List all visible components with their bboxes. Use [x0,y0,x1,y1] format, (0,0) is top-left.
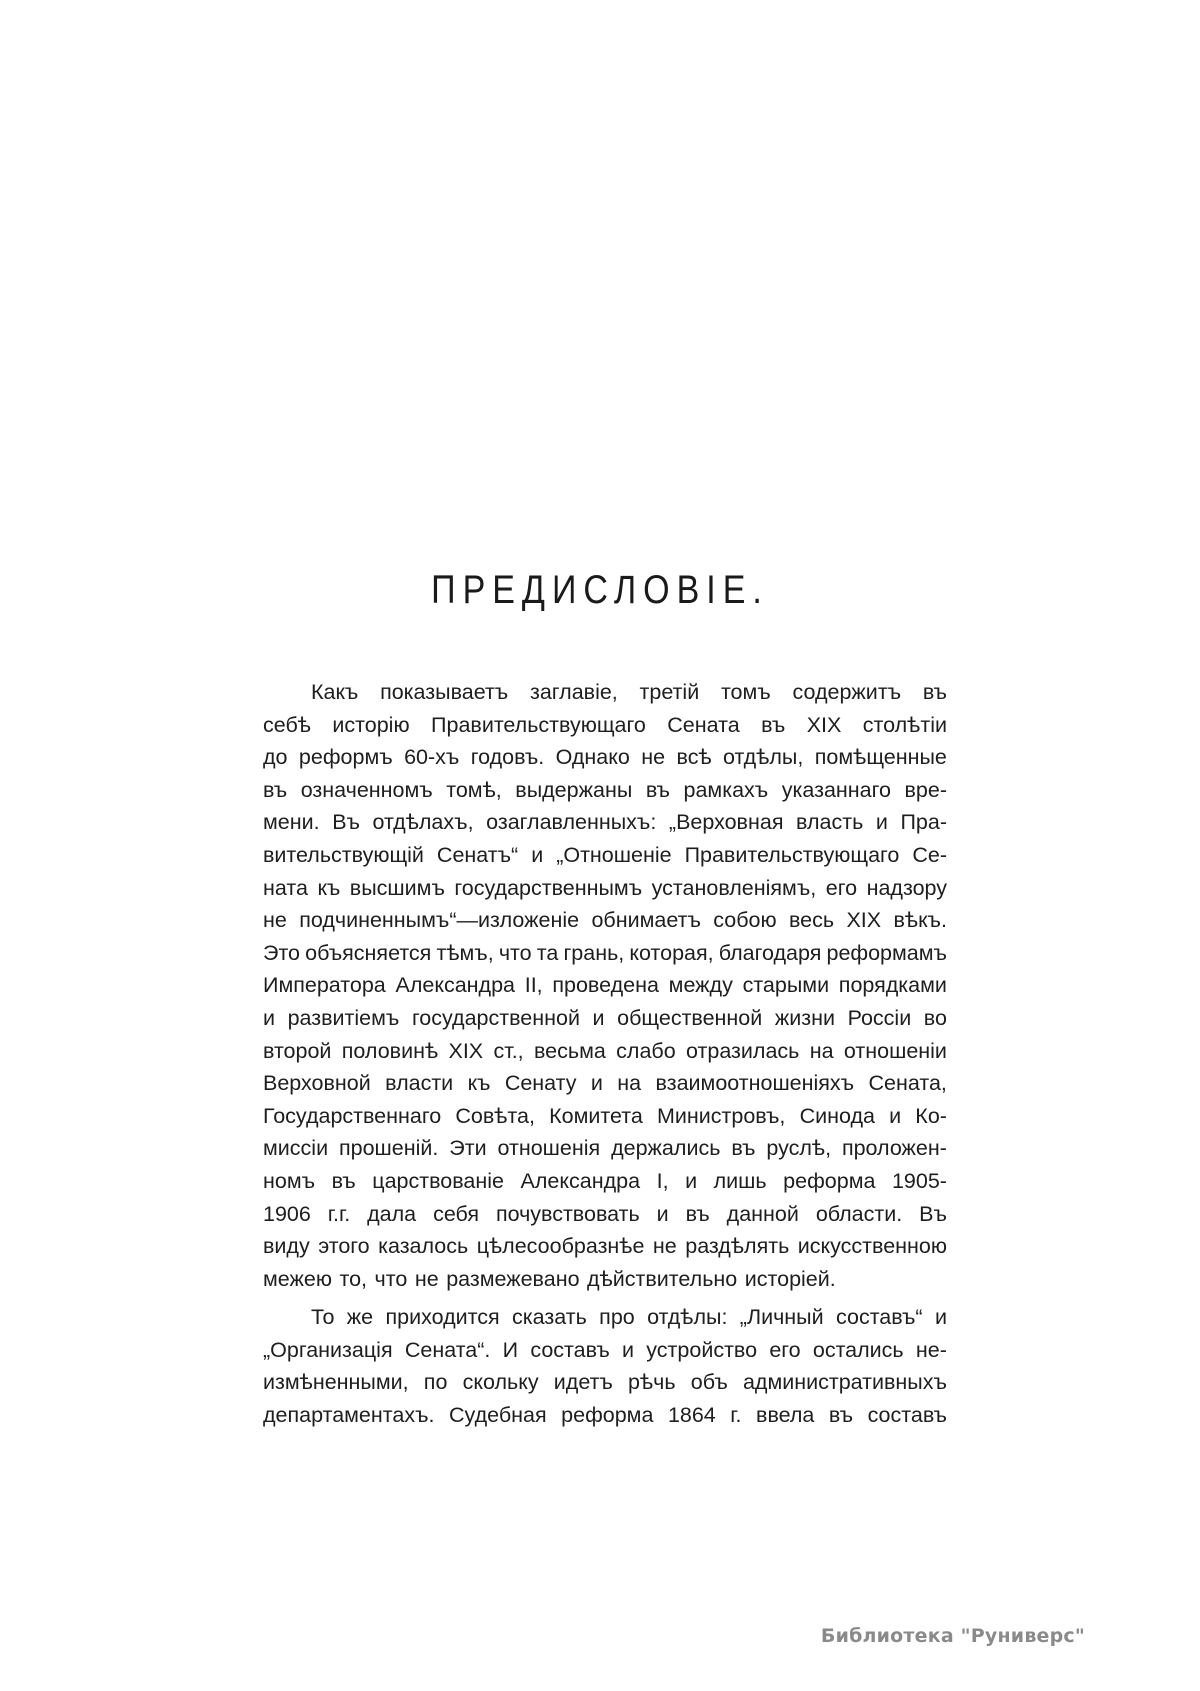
text-line: мени. Въ отдѣлахъ, озаглавленныхъ: „Верховная власть и Пра- [263,810,947,835]
text-line: департаментахъ. Судебная реформа 1864 г. ввела въ составъ [263,1403,947,1428]
text-line: до реформъ 60-хъ годовъ. Однако не всѣ отдѣлы, помѣщенные [263,745,947,770]
text-line: вительствующій Сенатъ“ и „Отношеніе Правительствующаго Се- [263,842,947,867]
text-line: и развитіемъ государственной и общественной жизни Россіи во [263,1005,947,1030]
text-line: Императора Александра II, проведена между старыми порядками [263,973,947,998]
text-line: виду этого казалось цѣлесообразнѣе не раздѣлять искусственною [263,1234,947,1259]
paragraph [263,676,947,1295]
text-line: „Организація Сената“. И составъ и устройство его остались не- [263,1337,947,1362]
text-line: Какъ показываетъ заглавіе, третій томъ содержитъ въ [311,680,947,704]
text-line: То же приходится сказать про отдѣлы: „Личный составъ“ и [311,1305,947,1330]
text-line: 1906 г.г. дала себя почувствовать и въ данной области. Въ [263,1201,947,1226]
text-line: Это объясняется тѣмъ, что та грань, которая, благодаря реформамъ [263,940,947,965]
preface-text [263,676,947,1432]
text-line: не подчиненнымъ“—изложеніе обнимаетъ собою весь XIX вѣкъ. [263,908,947,933]
text-line: второй половинѣ XIX ст., весьма слабо отразилась на отношеніи [263,1038,947,1063]
text-line: межею то, что не размежевано дѣйствительно исторіей. [263,1266,836,1291]
text-line: себѣ исторію Правительствующаго Сената въ XIX столѣтіи [263,712,947,737]
text-line: Государственнаго Совѣта, Комитета Министровъ, Синода и Ко- [263,1103,947,1128]
library-watermark: Библиотека "Руниверс" [820,1625,1085,1647]
text-line: ната къ высшимъ государственнымъ установленіямъ, его надзору [263,875,947,900]
text-line: измѣненными, по скольку идетъ рѣчь объ административныхъ [263,1370,947,1395]
text-line: Верховной власти къ Сенату и на взаимоотношеніяхъ Сената, [263,1071,947,1096]
text-line: номъ въ царствованіе Александра I, и лишь реформа 1905- [263,1168,947,1193]
text-line: въ означенномъ томѣ, выдержаны въ рамкахъ указаннаго вре- [263,777,947,802]
paragraph [263,1301,947,1431]
page-title: ПРЕДИСЛОВІЕ. [431,567,769,613]
text-line: миссіи прошеній. Эти отношенія держались въ руслѣ, проложен- [263,1136,947,1161]
